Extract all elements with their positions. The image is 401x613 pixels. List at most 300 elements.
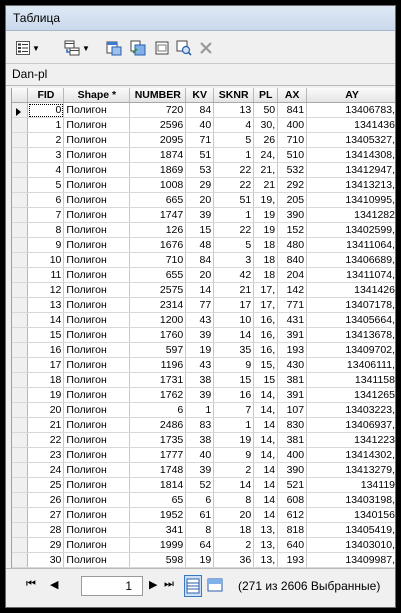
table-cell[interactable]: 10 <box>28 253 64 268</box>
table-cell[interactable]: 61 <box>186 508 214 523</box>
table-cell[interactable]: Полигон <box>64 493 130 508</box>
table-cell[interactable]: 13407178, <box>307 298 396 313</box>
table-cell[interactable]: 2 <box>214 538 254 553</box>
table-cell[interactable]: 28 <box>28 523 64 538</box>
table-cell[interactable]: 4 <box>214 118 254 133</box>
table-cell[interactable]: 608 <box>278 493 307 508</box>
table-cell[interactable]: 13 <box>28 298 64 313</box>
table-cell[interactable]: 15, <box>254 358 278 373</box>
table-cell[interactable]: 13409987, <box>307 553 396 568</box>
table-cell[interactable]: 1341158 <box>307 373 396 388</box>
column-header-kv[interactable]: KV <box>186 88 214 103</box>
table-cell[interactable]: Полигон <box>64 118 130 133</box>
table-cell[interactable]: Полигон <box>64 193 130 208</box>
table-cell[interactable]: Полигон <box>64 178 130 193</box>
table-cell[interactable]: 400 <box>278 118 307 133</box>
table-cell[interactable]: 15 <box>186 223 214 238</box>
table-row[interactable] <box>12 493 396 508</box>
table-cell[interactable]: 13414302, <box>307 448 396 463</box>
table-cell[interactable]: 13406689, <box>307 253 396 268</box>
table-cell[interactable]: 4 <box>28 163 64 178</box>
table-cell[interactable]: 1874 <box>130 148 186 163</box>
table-cell[interactable]: 48 <box>186 238 214 253</box>
table-cell[interactable]: 1760 <box>130 328 186 343</box>
row-selector[interactable] <box>12 418 28 433</box>
table-cell[interactable]: 1999 <box>130 538 186 553</box>
table-cell[interactable]: Полигон <box>64 538 130 553</box>
table-cell[interactable]: 1196 <box>130 358 186 373</box>
table-cell[interactable]: 13405419, <box>307 523 396 538</box>
column-header-fid[interactable]: FID <box>28 88 64 103</box>
row-selector[interactable] <box>12 298 28 313</box>
table-cell[interactable]: 142 <box>278 283 307 298</box>
table-cell[interactable]: 6 <box>186 493 214 508</box>
table-cell[interactable]: 7 <box>214 403 254 418</box>
table-cell[interactable]: 13409702, <box>307 343 396 358</box>
table-cell[interactable]: 532 <box>278 163 307 178</box>
table-cell[interactable]: Полигон <box>64 343 130 358</box>
table-cell[interactable]: Полигон <box>64 358 130 373</box>
table-cell[interactable]: 18 <box>254 268 278 283</box>
table-row[interactable] <box>12 208 396 223</box>
table-row[interactable] <box>12 223 396 238</box>
table-cell[interactable]: 840 <box>278 253 307 268</box>
table-cell[interactable]: 1762 <box>130 388 186 403</box>
table-cell[interactable]: 107 <box>278 403 307 418</box>
row-selector[interactable] <box>12 133 28 148</box>
table-cell[interactable]: 77 <box>186 298 214 313</box>
table-cell[interactable]: 13414308, <box>307 148 396 163</box>
table-cell[interactable]: 64 <box>186 538 214 553</box>
table-cell[interactable]: 15 <box>214 373 254 388</box>
table-row[interactable] <box>12 403 396 418</box>
table-row[interactable] <box>12 133 396 148</box>
table-cell[interactable]: 720 <box>130 103 186 118</box>
row-selector[interactable] <box>12 223 28 238</box>
row-selector-header[interactable] <box>12 88 28 103</box>
table-cell[interactable]: 30 <box>28 553 64 568</box>
table-row[interactable] <box>12 418 396 433</box>
table-cell[interactable]: 480 <box>278 238 307 253</box>
table-cell[interactable]: 25 <box>28 478 64 493</box>
table-cell[interactable]: 11 <box>28 268 64 283</box>
column-header-shape[interactable]: Shape * <box>64 88 130 103</box>
table-cell[interactable]: 42 <box>214 268 254 283</box>
table-row[interactable] <box>12 523 396 538</box>
table-cell[interactable]: 20 <box>186 268 214 283</box>
table-cell[interactable]: 1200 <box>130 313 186 328</box>
row-selector[interactable] <box>12 118 28 133</box>
table-cell[interactable]: 9 <box>214 358 254 373</box>
row-selector[interactable] <box>12 313 28 328</box>
table-cell[interactable]: 19 <box>28 388 64 403</box>
table-cell[interactable]: 16 <box>28 343 64 358</box>
row-selector[interactable] <box>12 493 28 508</box>
table-cell[interactable]: 84 <box>186 103 214 118</box>
table-row[interactable] <box>12 103 396 118</box>
table-cell[interactable]: 1814 <box>130 478 186 493</box>
row-selector[interactable] <box>12 523 28 538</box>
row-selector[interactable] <box>12 388 28 403</box>
table-cell[interactable]: 13403010, <box>307 538 396 553</box>
table-cell[interactable]: 14, <box>254 433 278 448</box>
last-record-button[interactable]: ⏭ <box>164 578 174 590</box>
row-selector[interactable] <box>12 358 28 373</box>
table-row[interactable] <box>12 328 396 343</box>
column-header-number[interactable]: NUMBER <box>130 88 186 103</box>
table-cell[interactable]: 21 <box>28 418 64 433</box>
table-row[interactable] <box>12 478 396 493</box>
row-selector[interactable] <box>12 148 28 163</box>
table-cell[interactable]: 21 <box>214 283 254 298</box>
table-cell[interactable]: 20 <box>28 403 64 418</box>
table-cell[interactable]: 381 <box>278 373 307 388</box>
table-cell[interactable]: 39 <box>186 328 214 343</box>
table-cell[interactable]: 14 <box>254 493 278 508</box>
row-selector[interactable] <box>12 103 28 118</box>
table-cell[interactable]: 21 <box>254 178 278 193</box>
table-cell[interactable]: 40 <box>186 118 214 133</box>
table-cell[interactable]: 13403223, <box>307 403 396 418</box>
table-cell[interactable]: 16, <box>254 313 278 328</box>
table-cell[interactable]: Полигон <box>64 223 130 238</box>
column-header-ax[interactable]: AX <box>278 88 307 103</box>
table-cell[interactable]: 19 <box>254 208 278 223</box>
table-cell[interactable]: 2314 <box>130 298 186 313</box>
table-row[interactable] <box>12 433 396 448</box>
table-cell[interactable]: 430 <box>278 358 307 373</box>
column-header-ay[interactable]: AY <box>307 88 396 103</box>
row-selector[interactable] <box>12 178 28 193</box>
table-row[interactable] <box>12 373 396 388</box>
table-cell[interactable]: Полигон <box>64 268 130 283</box>
row-selector[interactable] <box>12 283 28 298</box>
table-cell[interactable]: 510 <box>278 148 307 163</box>
table-cell[interactable]: 14 <box>254 463 278 478</box>
table-cell[interactable]: Полигон <box>64 163 130 178</box>
row-selector[interactable] <box>12 193 28 208</box>
table-cell[interactable]: Полигон <box>64 448 130 463</box>
row-selector[interactable] <box>12 163 28 178</box>
table-cell[interactable]: 640 <box>278 538 307 553</box>
zoom-to-selected-button[interactable] <box>176 39 192 57</box>
table-cell[interactable]: 22 <box>214 163 254 178</box>
table-cell[interactable]: 13410995, <box>307 193 396 208</box>
table-row[interactable] <box>12 463 396 478</box>
delete-selected-button[interactable] <box>199 39 213 57</box>
table-cell[interactable]: 2486 <box>130 418 186 433</box>
table-cell[interactable]: 53 <box>186 163 214 178</box>
table-cell[interactable]: 14, <box>254 448 278 463</box>
table-cell[interactable]: 1341426 <box>307 283 396 298</box>
table-cell[interactable]: Полигон <box>64 523 130 538</box>
table-cell[interactable]: 830 <box>278 418 307 433</box>
table-cell[interactable]: 1341265 <box>307 388 396 403</box>
table-row[interactable] <box>12 238 396 253</box>
table-row[interactable] <box>12 268 396 283</box>
table-cell[interactable]: 16, <box>254 328 278 343</box>
table-cell[interactable]: 710 <box>278 133 307 148</box>
table-cell[interactable]: 1952 <box>130 508 186 523</box>
table-cell[interactable]: 13412947, <box>307 163 396 178</box>
row-selector[interactable] <box>12 208 28 223</box>
table-row[interactable] <box>12 283 396 298</box>
table-row[interactable] <box>12 448 396 463</box>
table-cell[interactable]: 17, <box>254 298 278 313</box>
table-cell[interactable]: 2095 <box>130 133 186 148</box>
table-cell[interactable]: Полигон <box>64 388 130 403</box>
table-cell[interactable]: 14 <box>254 478 278 493</box>
table-cell[interactable]: 14, <box>254 403 278 418</box>
table-cell[interactable]: 29 <box>186 178 214 193</box>
table-cell[interactable]: 83 <box>186 418 214 433</box>
table-cell[interactable]: 19 <box>186 553 214 568</box>
show-selected-records-button[interactable] <box>206 575 224 597</box>
row-selector[interactable] <box>12 508 28 523</box>
row-selector[interactable] <box>12 403 28 418</box>
table-cell[interactable]: 14 <box>254 508 278 523</box>
table-cell[interactable]: 381 <box>278 433 307 448</box>
table-cell[interactable]: 431 <box>278 313 307 328</box>
table-cell[interactable]: 1340156 <box>307 508 396 523</box>
row-selector[interactable] <box>12 463 28 478</box>
table-cell[interactable]: 1 <box>214 148 254 163</box>
first-record-button[interactable]: ⏮ <box>26 578 36 590</box>
table-cell[interactable]: 13411074, <box>307 268 396 283</box>
table-cell[interactable]: 23 <box>28 448 64 463</box>
table-cell[interactable]: 771 <box>278 298 307 313</box>
switch-selection-button[interactable] <box>130 39 146 57</box>
table-cell[interactable]: 204 <box>278 268 307 283</box>
next-record-button[interactable]: ▶ <box>149 579 158 591</box>
table-cell[interactable]: 22 <box>214 178 254 193</box>
table-cell[interactable]: 18 <box>28 373 64 388</box>
table-cell[interactable]: 391 <box>278 388 307 403</box>
table-cell[interactable]: 5 <box>214 238 254 253</box>
table-cell[interactable]: 14 <box>28 313 64 328</box>
table-cell[interactable]: 20 <box>186 193 214 208</box>
row-selector[interactable] <box>12 268 28 283</box>
table-cell[interactable]: 3 <box>214 253 254 268</box>
table-cell[interactable]: 13413678, <box>307 328 396 343</box>
table-cell[interactable]: 665 <box>130 193 186 208</box>
clear-selection-button[interactable] <box>154 39 170 57</box>
row-selector[interactable] <box>12 538 28 553</box>
table-cell[interactable]: 6 <box>28 193 64 208</box>
table-cell[interactable]: 134119 <box>307 478 396 493</box>
table-cell[interactable]: 16, <box>254 343 278 358</box>
table-cell[interactable]: 598 <box>130 553 186 568</box>
table-cell[interactable]: 14 <box>214 328 254 343</box>
previous-record-button[interactable]: ◀ <box>50 579 59 591</box>
table-cell[interactable]: 126 <box>130 223 186 238</box>
table-cell[interactable]: 5 <box>214 133 254 148</box>
table-cell[interactable]: 39 <box>186 463 214 478</box>
table-cell[interactable]: 29 <box>28 538 64 553</box>
table-cell[interactable]: 1747 <box>130 208 186 223</box>
table-cell[interactable]: 20 <box>214 508 254 523</box>
table-cell[interactable]: 13406111, <box>307 358 396 373</box>
title-bar[interactable] <box>6 6 395 31</box>
select-by-attributes-button[interactable] <box>106 39 122 57</box>
table-cell[interactable]: 400 <box>278 448 307 463</box>
table-cell[interactable]: 15 <box>254 373 278 388</box>
table-cell[interactable]: 193 <box>278 553 307 568</box>
table-cell[interactable]: 655 <box>130 268 186 283</box>
table-cell[interactable]: 292 <box>278 178 307 193</box>
table-cell[interactable]: 14 <box>214 478 254 493</box>
table-cell[interactable]: 390 <box>278 208 307 223</box>
table-cell[interactable]: 16 <box>214 388 254 403</box>
row-selector[interactable] <box>12 448 28 463</box>
table-cell[interactable]: 1008 <box>130 178 186 193</box>
table-cell[interactable]: 14 <box>254 418 278 433</box>
table-cell[interactable]: 40 <box>186 448 214 463</box>
column-header-pl[interactable]: PL <box>254 88 278 103</box>
table-cell[interactable]: 19 <box>186 343 214 358</box>
table-cell[interactable]: Полигон <box>64 403 130 418</box>
row-selector[interactable] <box>12 478 28 493</box>
table-cell[interactable]: 24, <box>254 148 278 163</box>
table-cell[interactable]: 15 <box>28 328 64 343</box>
table-row[interactable] <box>12 253 396 268</box>
related-tables-button[interactable] <box>64 39 90 57</box>
table-row[interactable] <box>12 193 396 208</box>
table-cell[interactable]: 1 <box>186 403 214 418</box>
table-cell[interactable]: Полигон <box>64 298 130 313</box>
attribute-table[interactable] <box>11 88 396 568</box>
table-cell[interactable]: 13 <box>214 103 254 118</box>
table-cell[interactable]: 1869 <box>130 163 186 178</box>
table-cell[interactable]: 30, <box>254 118 278 133</box>
row-selector[interactable] <box>12 238 28 253</box>
table-cell[interactable]: 13413213, <box>307 178 396 193</box>
table-cell[interactable]: Полигон <box>64 103 130 118</box>
table-cell[interactable]: 10 <box>214 313 254 328</box>
table-cell[interactable]: 43 <box>186 313 214 328</box>
table-cell[interactable]: Полигон <box>64 283 130 298</box>
table-cell[interactable]: 84 <box>186 253 214 268</box>
table-cell[interactable]: 1 <box>214 208 254 223</box>
table-cell[interactable]: 2 <box>28 133 64 148</box>
table-cell[interactable]: 13413279, <box>307 463 396 478</box>
table-row[interactable] <box>12 358 396 373</box>
table-cell[interactable]: Полигон <box>64 208 130 223</box>
table-cell[interactable]: Полигон <box>64 133 130 148</box>
table-cell[interactable]: 2575 <box>130 283 186 298</box>
table-cell[interactable]: 18 <box>254 238 278 253</box>
table-cell[interactable]: 2596 <box>130 118 186 133</box>
table-cell[interactable]: 43 <box>186 358 214 373</box>
row-selector[interactable] <box>12 253 28 268</box>
table-cell[interactable]: 17 <box>214 298 254 313</box>
table-cell[interactable]: 22 <box>214 223 254 238</box>
table-cell[interactable]: 51 <box>214 193 254 208</box>
table-row[interactable] <box>12 148 396 163</box>
table-cell[interactable]: 13403198, <box>307 493 396 508</box>
table-cell[interactable]: 35 <box>214 343 254 358</box>
column-header-sknr[interactable]: SKNR <box>214 88 254 103</box>
row-selector[interactable] <box>12 433 28 448</box>
table-cell[interactable]: 2 <box>214 463 254 478</box>
table-row[interactable] <box>12 313 396 328</box>
table-row[interactable] <box>12 553 396 568</box>
table-cell[interactable]: 26 <box>254 133 278 148</box>
table-cell[interactable]: 13, <box>254 523 278 538</box>
table-cell[interactable]: 1731 <box>130 373 186 388</box>
table-cell[interactable]: Полигон <box>64 508 130 523</box>
table-cell[interactable]: 19 <box>214 433 254 448</box>
table-cell[interactable]: Полигон <box>64 253 130 268</box>
table-cell[interactable]: 24 <box>28 463 64 478</box>
table-cell[interactable]: 6 <box>130 403 186 418</box>
table-cell[interactable]: 17, <box>254 283 278 298</box>
table-cell[interactable]: 51 <box>186 148 214 163</box>
table-row[interactable] <box>12 388 396 403</box>
table-cell[interactable]: Полигон <box>64 553 130 568</box>
table-cell[interactable]: 13, <box>254 538 278 553</box>
table-cell[interactable]: 8 <box>28 223 64 238</box>
table-cell[interactable]: Полигон <box>64 313 130 328</box>
table-cell[interactable]: 39 <box>186 208 214 223</box>
row-selector[interactable] <box>12 343 28 358</box>
table-cell[interactable]: 36 <box>214 553 254 568</box>
table-cell[interactable]: 12 <box>28 283 64 298</box>
table-cell[interactable]: 13406783, <box>307 103 396 118</box>
table-cell[interactable]: 26 <box>28 493 64 508</box>
table-cell[interactable]: 1 <box>214 418 254 433</box>
table-cell[interactable]: 390 <box>278 463 307 478</box>
table-cell[interactable]: 841 <box>278 103 307 118</box>
table-cell[interactable]: 1 <box>28 118 64 133</box>
table-cell[interactable]: 13402599, <box>307 223 396 238</box>
table-cell[interactable]: 17 <box>28 358 64 373</box>
table-cell[interactable]: 27 <box>28 508 64 523</box>
table-row[interactable] <box>12 298 396 313</box>
table-cell[interactable]: Полигон <box>64 463 130 478</box>
current-record-field[interactable]: 1 <box>81 576 143 596</box>
table-cell[interactable]: 1777 <box>130 448 186 463</box>
table-cell[interactable]: 0 <box>28 103 64 118</box>
row-selector[interactable] <box>12 553 28 568</box>
table-cell[interactable]: 5 <box>28 178 64 193</box>
table-cell[interactable]: 13405664, <box>307 313 396 328</box>
table-cell[interactable]: 1341282 <box>307 208 396 223</box>
table-cell[interactable]: Полигон <box>64 328 130 343</box>
table-cell[interactable]: 39 <box>186 388 214 403</box>
table-cell[interactable]: 18 <box>214 523 254 538</box>
table-cell[interactable]: 8 <box>214 493 254 508</box>
table-cell[interactable]: 50 <box>254 103 278 118</box>
table-cell[interactable]: 1676 <box>130 238 186 253</box>
table-cell[interactable]: 818 <box>278 523 307 538</box>
table-cell[interactable]: 13, <box>254 553 278 568</box>
table-cell[interactable]: 521 <box>278 478 307 493</box>
table-cell[interactable]: 612 <box>278 508 307 523</box>
table-cell[interactable]: 13406937, <box>307 418 396 433</box>
table-row[interactable] <box>12 163 396 178</box>
table-cell[interactable]: 21, <box>254 163 278 178</box>
table-cell[interactable]: Полигон <box>64 478 130 493</box>
table-cell[interactable]: 597 <box>130 343 186 358</box>
table-cell[interactable]: 391 <box>278 328 307 343</box>
table-cell[interactable]: 14 <box>186 283 214 298</box>
table-row[interactable] <box>12 343 396 358</box>
table-cell[interactable]: 1735 <box>130 433 186 448</box>
table-cell[interactable]: 38 <box>186 433 214 448</box>
table-cell[interactable]: 193 <box>278 343 307 358</box>
table-cell[interactable]: 1341223 <box>307 433 396 448</box>
